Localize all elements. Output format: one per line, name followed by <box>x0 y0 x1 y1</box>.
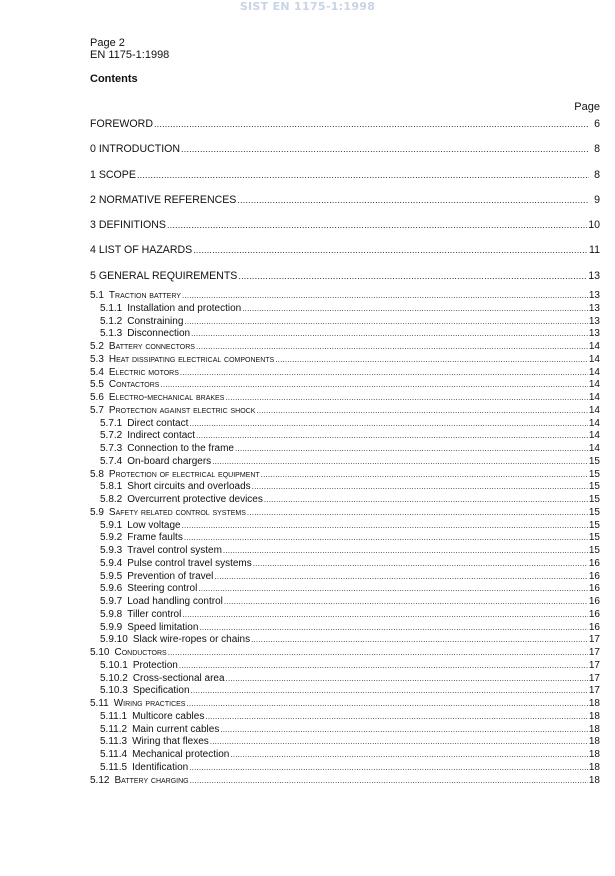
leader-dots <box>182 291 588 300</box>
toc-entry-number: 5.9.4 <box>100 557 123 569</box>
leader-dots <box>168 648 588 657</box>
toc-entry[interactable] <box>90 736 600 749</box>
toc-entry-page: 17 <box>588 634 600 646</box>
leader-dots <box>199 623 587 632</box>
toc-entry-page: 14 <box>588 341 600 352</box>
toc-entry-title: Direct contact <box>127 417 189 429</box>
toc-entry[interactable] <box>90 169 600 194</box>
toc-entry-title: 1 SCOPE <box>90 168 136 181</box>
toc-entry-page: 10 <box>588 219 600 232</box>
toc-entry-title: Protection against electric shock <box>108 404 256 416</box>
toc-entry-title: Specification <box>132 685 190 697</box>
toc-entry-number: 5.11 <box>90 698 109 709</box>
leader-dots <box>238 271 587 281</box>
toc-entry-number: 5.11.5 <box>100 761 128 773</box>
toc-entry-title: Speed limitation <box>127 621 199 633</box>
toc-entry-page: 14 <box>588 404 600 416</box>
toc-entry-title: Prevention of travel <box>127 570 214 582</box>
leader-dots <box>191 686 588 695</box>
toc-entry-title: Constraining <box>127 315 184 327</box>
toc-entry-title: Heat dissipating electrical components <box>108 353 275 365</box>
toc-entry[interactable] <box>90 545 600 558</box>
leader-dots <box>167 220 587 230</box>
leader-dots <box>237 195 589 205</box>
toc-entry-page: 13 <box>588 315 600 327</box>
standard-id: EN 1175-1:1998 <box>90 49 170 61</box>
toc-entry-number: 5.1.1 <box>100 302 123 314</box>
leader-dots <box>256 406 588 415</box>
toc-entry-number: 5.5 <box>90 379 104 391</box>
toc-entry-title: Indirect contact <box>127 430 196 442</box>
leader-dots <box>225 393 588 402</box>
toc-entry-title: Main current cables <box>132 723 220 735</box>
toc-entry-page: 18 <box>588 710 600 722</box>
toc-entry-title: Installation and protection <box>127 302 242 314</box>
toc-entry-number: 5.10.1 <box>100 659 128 671</box>
toc-entry-title: Connection to the frame <box>127 443 234 454</box>
toc-entry[interactable] <box>90 660 600 673</box>
toc-entry-page: 15 <box>588 481 600 493</box>
toc-entry-number: 5.9.7 <box>100 596 123 607</box>
toc-entry[interactable] <box>90 219 600 244</box>
toc-entry[interactable] <box>90 316 600 329</box>
toc-entry-number: 5.9 <box>90 506 104 518</box>
toc-entry-title: 4 LIST OF HAZARDS <box>90 244 193 257</box>
toc-entry-page: 15 <box>588 519 600 531</box>
toc-entry[interactable] <box>90 481 600 494</box>
toc-entry-number: 5.9.1 <box>100 519 123 531</box>
toc-entry[interactable] <box>90 418 600 431</box>
leader-dots <box>193 245 588 255</box>
toc-entry-number: 5.10.2 <box>100 672 128 684</box>
toc-entry-title: Slack wire-ropes or chains <box>132 634 251 646</box>
toc-entry[interactable] <box>90 392 600 405</box>
toc-entry-number: 5.8.2 <box>100 494 123 505</box>
leader-dots <box>181 144 589 154</box>
toc-entry-title: Protection of electrical equipment <box>108 468 260 480</box>
toc-entry-page: 13 <box>588 269 600 282</box>
toc-entry-page: 17 <box>588 647 600 658</box>
toc-entry[interactable] <box>90 494 600 507</box>
toc-entry[interactable] <box>90 194 600 219</box>
toc-entry-page: 14 <box>588 430 600 442</box>
toc-entry-number: 5.9.10 <box>100 634 128 646</box>
toc-entry-title: Protection <box>132 659 178 671</box>
toc-entry-number: 5.8.1 <box>100 481 123 493</box>
toc-entry-title: Battery charging <box>114 774 189 786</box>
toc-entry[interactable] <box>90 405 600 418</box>
toc-entry-number: 5.6 <box>90 392 104 403</box>
leader-dots <box>179 661 588 670</box>
toc-entry-page: 18 <box>588 774 600 786</box>
toc-entry[interactable] <box>90 647 600 660</box>
toc-entry-title: Safety related control systems <box>108 506 246 518</box>
toc-entry-page: 15 <box>588 455 600 467</box>
leader-dots <box>180 368 588 377</box>
toc-entry-page: 14 <box>588 379 600 391</box>
toc-entry-page: 16 <box>588 596 600 607</box>
toc-entry[interactable] <box>90 685 600 698</box>
leader-dots <box>230 750 588 759</box>
toc-entry-page: 15 <box>588 545 600 556</box>
toc-entry-number: 5.11.1 <box>100 710 128 722</box>
toc-entry-title: Contactors <box>108 379 160 391</box>
toc-entry[interactable] <box>90 290 600 303</box>
toc-entry-number: 5.9.8 <box>100 608 123 620</box>
toc-entry-title: Low voltage <box>127 519 181 531</box>
toc-entry-title: Conductors <box>114 647 167 658</box>
toc-entry-number: 5.7.1 <box>100 417 123 429</box>
toc-entry-title: Overcurrent protective devices <box>127 494 263 505</box>
toc-entry-number: 5.10 <box>90 647 110 658</box>
toc-entry-title: Frame faults <box>127 532 183 544</box>
toc-entry-page: 16 <box>588 608 600 620</box>
page-header <box>90 37 169 61</box>
toc-entry-number: 5.9.3 <box>100 545 123 556</box>
toc-entry-title: Electric motors <box>108 366 179 378</box>
toc-entry[interactable] <box>90 469 600 482</box>
leader-dots <box>264 495 588 504</box>
toc-entry-title: 5 GENERAL REQUIREMENTS <box>90 269 238 282</box>
toc-entry-title: Travel control system <box>127 545 222 556</box>
toc-entry-title: Multicore cables <box>132 710 205 722</box>
toc-entry-page: 16 <box>588 570 600 582</box>
toc-entry-page: 18 <box>588 761 600 773</box>
toc-entry-page: 17 <box>588 672 600 684</box>
contents-title: Contents <box>90 73 138 85</box>
toc-entry-title: 3 DEFINITIONS <box>90 219 166 232</box>
toc-entry-title: Battery connectors <box>108 341 195 352</box>
toc-entry-page: 11 <box>589 244 600 257</box>
toc-entry[interactable] <box>90 244 600 269</box>
toc-entry-title: Identification <box>132 761 189 773</box>
toc-entry-number: 5.12 <box>90 774 110 786</box>
toc-entry[interactable] <box>90 583 600 596</box>
document-watermark: SIST EN 1175-1:1998 <box>239 0 376 13</box>
toc-entry-page: 14 <box>588 353 600 365</box>
toc-entry[interactable] <box>90 558 600 571</box>
toc-entry-title: Wiring practices <box>113 698 186 709</box>
toc-entry[interactable] <box>90 507 600 520</box>
toc-entry-title: Mechanical protection <box>132 749 230 760</box>
toc-entry-page: 18 <box>588 698 600 709</box>
leader-dots <box>210 737 588 746</box>
toc-entry-number: 5.11.2 <box>100 723 128 735</box>
leader-dots <box>196 342 588 351</box>
toc-minor-section <box>90 290 600 787</box>
toc-entry-number: 5.7.4 <box>100 455 123 467</box>
toc-entry-page: 15 <box>588 532 600 544</box>
toc-entry-title: On-board chargers <box>127 455 212 467</box>
toc-entry-number: 5.9.9 <box>100 621 123 633</box>
toc-entry-number: 5.9.6 <box>100 583 123 595</box>
leader-dots <box>184 533 588 542</box>
leader-dots <box>182 521 588 530</box>
leader-dots <box>198 584 588 593</box>
toc-entry[interactable] <box>90 118 600 143</box>
toc-entry-number: 5.11.4 <box>100 749 128 760</box>
toc-entry[interactable] <box>90 456 600 469</box>
leader-dots <box>186 699 587 708</box>
toc-entry[interactable] <box>90 622 600 635</box>
toc-entry-page: 18 <box>588 749 600 760</box>
toc-entry-title: Disconnection <box>127 328 191 340</box>
toc-entry-page: 9 <box>594 193 600 206</box>
toc-entry-page: 14 <box>588 443 600 454</box>
toc-entry[interactable] <box>90 367 600 380</box>
toc-entry-page: 6 <box>594 118 600 130</box>
toc-entry[interactable] <box>90 430 600 443</box>
toc-entry-page: 16 <box>588 621 600 633</box>
toc-entry-number: 5.1 <box>90 290 104 301</box>
leader-dots <box>253 559 588 568</box>
toc-entry-page: 14 <box>588 417 600 429</box>
toc-entry-number: 5.4 <box>90 366 104 378</box>
toc-entry-title: Electro-mechanical brakes <box>108 392 225 403</box>
toc-entry[interactable] <box>90 596 600 609</box>
toc-entry[interactable] <box>90 532 600 545</box>
toc-entry-title: Cross-sectional area <box>132 672 225 684</box>
toc-entry-title: Tiller control <box>127 608 182 620</box>
toc-entry[interactable] <box>90 328 600 341</box>
leader-dots <box>251 635 588 644</box>
toc-entry-number: 5.9.5 <box>100 570 123 582</box>
toc-entry-page: 15 <box>588 494 600 505</box>
leader-dots <box>224 597 588 606</box>
toc-entry[interactable] <box>90 634 600 647</box>
toc-entry-title: Load handling control <box>127 596 223 607</box>
toc-entry-number: 5.1.2 <box>100 315 123 327</box>
leader-dots <box>275 355 588 364</box>
toc-entry[interactable] <box>90 724 600 737</box>
toc-entry[interactable] <box>90 762 600 775</box>
leader-dots <box>252 482 588 491</box>
leader-dots <box>154 119 589 129</box>
toc-entry-number: 5.7.3 <box>100 443 123 454</box>
toc-entry-title: Steering control <box>127 583 198 595</box>
toc-entry-page: 15 <box>588 468 600 480</box>
toc-entry[interactable] <box>90 775 600 788</box>
leader-dots <box>242 304 588 313</box>
leader-dots <box>214 572 587 581</box>
leader-dots <box>184 317 587 326</box>
toc-entry-number: 5.1.3 <box>100 328 123 340</box>
toc-entry[interactable] <box>90 571 600 584</box>
leader-dots <box>189 419 587 428</box>
toc-entry-page: 13 <box>588 290 600 301</box>
toc-entry-number: 5.3 <box>90 353 104 365</box>
toc-entry-page: 16 <box>588 557 600 569</box>
toc-entry-title: Traction battery <box>108 290 181 301</box>
leader-dots <box>261 470 588 479</box>
toc-entry[interactable] <box>90 143 600 168</box>
page-column-heading: Page <box>574 101 600 113</box>
toc-entry-page: 8 <box>594 168 600 181</box>
leader-dots <box>160 380 587 389</box>
toc-entry-page: 15 <box>588 506 600 518</box>
toc-entry[interactable] <box>90 609 600 622</box>
toc-entry-title: Short circuits and overloads <box>127 481 251 493</box>
leader-dots <box>212 457 588 466</box>
leader-dots <box>191 329 588 338</box>
toc-entry-page: 18 <box>588 736 600 748</box>
toc-entry-page: 18 <box>588 723 600 735</box>
leader-dots <box>223 546 588 555</box>
toc-entry-title: FOREWORD <box>90 118 153 130</box>
toc-entry-number: 5.8 <box>90 468 104 480</box>
leader-dots <box>205 712 588 721</box>
toc-entry[interactable] <box>90 698 600 711</box>
leader-dots <box>226 674 588 683</box>
toc-entry-title: Wiring that flexes <box>132 736 209 748</box>
toc-entry-number: 5.11.3 <box>100 736 128 748</box>
leader-dots <box>247 508 588 517</box>
toc-entry-page: 8 <box>594 143 600 156</box>
toc-entry-title: Pulse control travel systems <box>127 557 252 569</box>
page-number-label: Page 2 <box>90 37 125 49</box>
toc-entry-page: 13 <box>588 302 600 314</box>
toc-entry-page: 14 <box>588 366 600 378</box>
toc-entry-number: 5.10.3 <box>100 685 128 697</box>
leader-dots <box>137 170 589 180</box>
toc-major-section <box>90 118 600 295</box>
toc-entry[interactable] <box>90 520 600 533</box>
toc-entry[interactable] <box>90 303 600 316</box>
toc-entry-number: 5.7.2 <box>100 430 123 442</box>
toc-entry-title: 2 NORMATIVE REFERENCES <box>90 193 237 206</box>
toc-entry-page: 13 <box>588 328 600 340</box>
toc-entry-page: 17 <box>588 659 600 671</box>
toc-entry-page: 14 <box>588 392 600 403</box>
toc-entry-page: 17 <box>588 685 600 697</box>
toc-entry-number: 5.9.2 <box>100 532 123 544</box>
toc-entry[interactable] <box>90 341 600 354</box>
leader-dots <box>189 763 588 772</box>
toc-entry-number: 5.2 <box>90 341 104 352</box>
toc-entry[interactable] <box>90 711 600 724</box>
toc-entry[interactable] <box>90 354 600 367</box>
toc-entry-title: 0 INTRODUCTION <box>90 143 181 156</box>
toc-entry-page: 16 <box>588 583 600 595</box>
toc-entry[interactable] <box>90 749 600 762</box>
toc-entry-number: 5.7 <box>90 404 104 416</box>
toc-entry[interactable] <box>90 673 600 686</box>
leader-dots <box>196 431 588 440</box>
leader-dots <box>220 725 588 734</box>
leader-dots <box>190 776 588 785</box>
leader-dots <box>182 610 588 619</box>
toc-entry[interactable] <box>90 379 600 392</box>
toc-entry[interactable] <box>90 443 600 456</box>
leader-dots <box>235 444 588 453</box>
